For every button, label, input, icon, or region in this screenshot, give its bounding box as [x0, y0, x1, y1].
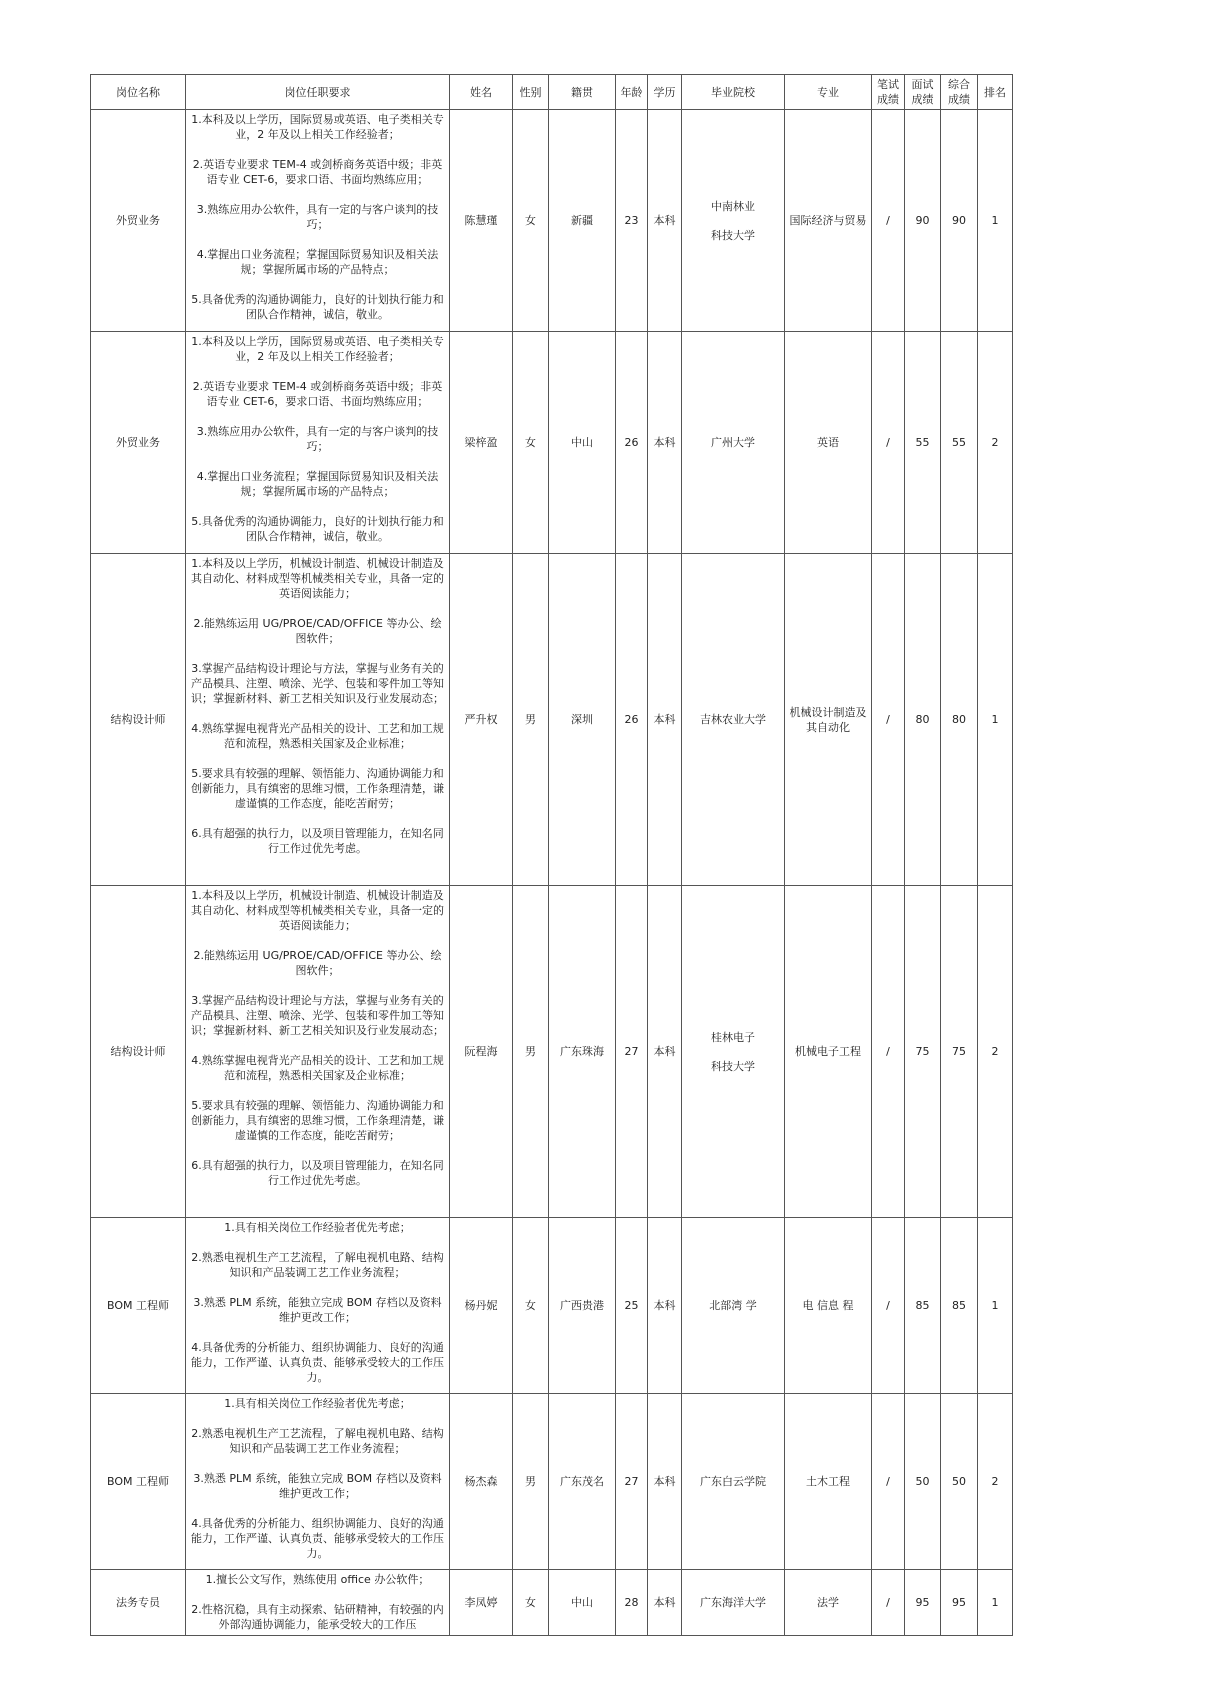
school-cell	[682, 1218, 785, 1394]
requirement-item: 3.掌握产品结构设计理论与方法，掌握与业务有关的产品模具、注塑、喷涂、光学、包装和零件加工等知识；掌握新材料、新工艺相关知识及行业发展动态；	[191, 662, 444, 705]
position-cell: BOM 工程师	[91, 1394, 186, 1570]
requirement-item: 1.擅长公文写作，熟练使用 office 办公软件；	[205, 1573, 430, 1586]
total-score-cell: 55	[941, 332, 978, 554]
table-row	[91, 886, 1013, 1218]
requirement-item: 1.本科及以上学历，机械设计制造、机械设计制造及其自动化、材料成型等机械类相关专业，具备一定的英语阅读能力；	[191, 557, 444, 600]
requirement-item: 6.具有超强的执行力，以及项目管理能力，在知名同行工作过优先考虑。	[191, 827, 444, 855]
requirement-item: 2.能熟练运用 UG/PROE/CAD/OFFICE 等办公、绘图软件；	[193, 617, 442, 645]
school-line: 桂林电子	[711, 1030, 755, 1044]
requirement-item: 2.英语专业要求 TEM-4 或剑桥商务英语中级；非英语专业 CET-6，要求口语、书面均熟练应用；	[192, 158, 443, 186]
header-major: 专业	[785, 75, 872, 110]
requirement-item: 3.掌握产品结构设计理论与方法，掌握与业务有关的产品模具、注塑、喷涂、光学、包装和零件加工等知识；掌握新材料、新工艺相关知识及行业发展动态；	[191, 994, 444, 1037]
header-requirements: 岗位任职要求	[186, 75, 450, 110]
requirement-item: 4.具备优秀的分析能力、组织协调能力、良好的沟通能力，工作严谨、认真负责、能够承受较大的工作压力。	[191, 1341, 444, 1384]
requirement-item: 4.熟练掌握电视背光产品相关的设计、工艺和加工规范和流程，熟悉相关国家及企业标准；	[191, 1054, 444, 1082]
interview-score-cell: 90	[905, 110, 941, 332]
education-cell: 本科	[648, 886, 682, 1218]
requirements-cell	[186, 1570, 450, 1636]
requirement-item: 2.性格沉稳，具有主动探索、钻研精神，有较强的内外部沟通协调能力，能承受较大的工作压	[191, 1603, 444, 1631]
age-cell: 26	[616, 554, 648, 886]
age-cell: 26	[616, 332, 648, 554]
gender-cell: 女	[513, 110, 549, 332]
written-score-cell: /	[872, 1218, 905, 1394]
name-cell: 严升权	[450, 554, 513, 886]
requirement-item: 3.熟悉 PLM 系统，能独立完成 BOM 存档以及资料维护更改工作；	[193, 1296, 442, 1324]
school-cell	[682, 110, 785, 332]
total-score-cell: 80	[941, 554, 978, 886]
requirement-item: 5.要求具有较强的理解、领悟能力、沟通协调能力和创新能力，具有缜密的思维习惯，工作条理清楚，谦虚谨慎的工作态度，能吃苦耐劳；	[191, 767, 444, 810]
gender-cell: 男	[513, 554, 549, 886]
position-cell: 结构设计师	[91, 554, 186, 886]
gender-cell: 女	[513, 1570, 549, 1636]
rank-cell: 1	[978, 554, 1013, 886]
school-cell	[682, 554, 785, 886]
name-cell: 杨丹妮	[450, 1218, 513, 1394]
requirements-cell	[186, 110, 450, 332]
total-score-cell: 90	[941, 110, 978, 332]
major-cell: 法学	[785, 1570, 872, 1636]
table-row	[91, 110, 1013, 332]
header-origin: 籍贯	[549, 75, 616, 110]
total-score-cell: 50	[941, 1394, 978, 1570]
header-position: 岗位名称	[91, 75, 186, 110]
written-score-cell: /	[872, 332, 905, 554]
requirement-item: 2.熟悉电视机生产工艺流程，了解电视机电路、结构知识和产品装调工艺工作业务流程；	[191, 1427, 444, 1455]
age-cell: 27	[616, 1394, 648, 1570]
origin-cell: 深圳	[549, 554, 616, 886]
gender-cell: 男	[513, 886, 549, 1218]
origin-cell: 中山	[549, 332, 616, 554]
requirement-item: 1.具有相关岗位工作经验者优先考虑；	[224, 1397, 411, 1410]
requirement-item: 3.熟悉 PLM 系统，能独立完成 BOM 存档以及资料维护更改工作；	[193, 1472, 442, 1500]
education-cell: 本科	[648, 554, 682, 886]
age-cell: 23	[616, 110, 648, 332]
gender-cell: 女	[513, 332, 549, 554]
header-total-l1: 综合	[948, 78, 970, 91]
requirements-cell	[186, 332, 450, 554]
school-cell	[682, 1394, 785, 1570]
requirement-item: 1.具有相关岗位工作经验者优先考虑；	[224, 1221, 411, 1234]
header-gender: 性别	[513, 75, 549, 110]
written-score-cell: /	[872, 1394, 905, 1570]
major-cell: 国际经济与贸易	[785, 110, 872, 332]
header-written	[872, 75, 905, 110]
age-cell: 27	[616, 886, 648, 1218]
major-cell: 机械电子工程	[785, 886, 872, 1218]
school-line: 北部湾 学	[709, 1299, 757, 1312]
requirement-item: 6.具有超强的执行力，以及项目管理能力，在知名同行工作过优先考虑。	[191, 1159, 444, 1187]
header-interview	[905, 75, 941, 110]
header-written-l2: 成绩	[877, 93, 899, 106]
requirement-item: 2.英语专业要求 TEM-4 或剑桥商务英语中级；非英语专业 CET-6，要求口语、书面均熟练应用；	[192, 380, 443, 408]
major-cell: 英语	[785, 332, 872, 554]
header-education: 学历	[648, 75, 682, 110]
interview-score-cell: 75	[905, 886, 941, 1218]
total-score-cell: 95	[941, 1570, 978, 1636]
requirement-item: 3.熟练应用办公软件，具有一定的与客户谈判的技巧；	[196, 425, 439, 453]
requirement-item: 4.具备优秀的分析能力、组织协调能力、良好的沟通能力，工作严谨、认真负责、能够承受较大的工作压力。	[191, 1517, 444, 1560]
written-score-cell: /	[872, 886, 905, 1218]
school-line: 广东白云学院	[700, 1475, 766, 1488]
origin-cell: 中山	[549, 1570, 616, 1636]
header-rank: 排名	[978, 75, 1013, 110]
school-line: 中南林业	[711, 199, 755, 213]
education-cell: 本科	[648, 1570, 682, 1636]
header-interview-l1: 面试	[911, 78, 934, 91]
table-row	[91, 1570, 1013, 1636]
header-name: 姓名	[450, 75, 513, 110]
requirements-cell	[186, 554, 450, 886]
header-school: 毕业院校	[682, 75, 785, 110]
requirement-item: 4.掌握出口业务流程；掌握国际贸易知识及相关法规；掌握所属市场的产品特点；	[196, 248, 439, 276]
rank-cell: 2	[978, 1394, 1013, 1570]
position-cell: 外贸业务	[91, 110, 186, 332]
requirement-item: 2.能熟练运用 UG/PROE/CAD/OFFICE 等办公、绘图软件；	[193, 949, 442, 977]
requirement-item: 1.本科及以上学历，国际贸易或英语、电子类相关专业，2 年及以上相关工作经验者；	[191, 335, 444, 363]
name-cell: 陈慧瑾	[450, 110, 513, 332]
requirements-cell	[186, 1218, 450, 1394]
requirement-item: 4.掌握出口业务流程；掌握国际贸易知识及相关法规；掌握所属市场的产品特点；	[196, 470, 439, 498]
table-row	[91, 1218, 1013, 1394]
position-cell: 法务专员	[91, 1570, 186, 1636]
requirement-item: 5.具备优秀的沟通协调能力，良好的计划执行能力和团队合作精神，诚信，敬业。	[191, 515, 444, 543]
school-cell	[682, 332, 785, 554]
origin-cell: 新疆	[549, 110, 616, 332]
requirements-cell	[186, 886, 450, 1218]
requirements-cell	[186, 1394, 450, 1570]
requirement-item: 4.熟练掌握电视背光产品相关的设计、工艺和加工规范和流程，熟悉相关国家及企业标准；	[191, 722, 444, 750]
gender-cell: 女	[513, 1218, 549, 1394]
interview-score-cell: 85	[905, 1218, 941, 1394]
total-score-cell: 85	[941, 1218, 978, 1394]
position-cell: 结构设计师	[91, 886, 186, 1218]
gender-cell: 男	[513, 1394, 549, 1570]
table-row	[91, 554, 1013, 886]
header-age: 年龄	[616, 75, 648, 110]
education-cell: 本科	[648, 332, 682, 554]
school-cell	[682, 1570, 785, 1636]
requirement-item: 1.本科及以上学历，国际贸易或英语、电子类相关专业，2 年及以上相关工作经验者；	[191, 113, 444, 141]
written-score-cell: /	[872, 110, 905, 332]
education-cell: 本科	[648, 1394, 682, 1570]
school-line: 广州大学	[711, 436, 755, 449]
header-total	[941, 75, 978, 110]
name-cell: 阮程海	[450, 886, 513, 1218]
origin-cell: 广东茂名	[549, 1394, 616, 1570]
origin-cell: 广西贵港	[549, 1218, 616, 1394]
written-score-cell: /	[872, 1570, 905, 1636]
position-cell: 外贸业务	[91, 332, 186, 554]
written-score-cell: /	[872, 554, 905, 886]
education-cell: 本科	[648, 110, 682, 332]
rank-cell: 1	[978, 1570, 1013, 1636]
age-cell: 28	[616, 1570, 648, 1636]
major-cell: 电 信息 程	[785, 1218, 872, 1394]
name-cell: 梁梓盈	[450, 332, 513, 554]
education-cell: 本科	[648, 1218, 682, 1394]
age-cell: 25	[616, 1218, 648, 1394]
total-score-cell: 75	[941, 886, 978, 1218]
interview-score-cell: 55	[905, 332, 941, 554]
requirement-item: 2.熟悉电视机生产工艺流程，了解电视机电路、结构知识和产品装调工艺工作业务流程；	[191, 1251, 444, 1279]
school-line: 广东海洋大学	[700, 1596, 766, 1609]
header-total-l2: 成绩	[948, 93, 970, 106]
origin-cell: 广东珠海	[549, 886, 616, 1218]
interview-score-cell: 50	[905, 1394, 941, 1570]
school-line: 科技大学	[711, 228, 755, 242]
interview-score-cell: 80	[905, 554, 941, 886]
requirement-item: 5.要求具有较强的理解、领悟能力、沟通协调能力和创新能力，具有缜密的思维习惯，工作条理清楚，谦虚谨慎的工作态度，能吃苦耐劳；	[191, 1099, 444, 1142]
table-row	[91, 1394, 1013, 1570]
interview-score-cell: 95	[905, 1570, 941, 1636]
header-row	[91, 75, 1013, 110]
name-cell: 杨杰森	[450, 1394, 513, 1570]
header-interview-l2: 成绩	[911, 93, 934, 106]
school-cell	[682, 886, 785, 1218]
major-cell: 机械设计制造及其自动化	[785, 554, 872, 886]
position-cell: BOM 工程师	[91, 1218, 186, 1394]
rank-cell: 2	[978, 886, 1013, 1218]
rank-cell: 1	[978, 110, 1013, 332]
table-row	[91, 332, 1013, 554]
school-line: 吉林农业大学	[700, 713, 766, 726]
major-cell: 土木工程	[785, 1394, 872, 1570]
header-written-l1: 笔试	[877, 78, 899, 91]
rank-cell: 1	[978, 1218, 1013, 1394]
requirement-item: 5.具备优秀的沟通协调能力，良好的计划执行能力和团队合作精神，诚信，敬业。	[191, 293, 444, 321]
candidate-table	[90, 74, 1013, 1636]
rank-cell: 2	[978, 332, 1013, 554]
requirement-item: 1.本科及以上学历，机械设计制造、机械设计制造及其自动化、材料成型等机械类相关专业，具备一定的英语阅读能力；	[191, 889, 444, 932]
name-cell: 李凤婷	[450, 1570, 513, 1636]
school-line: 科技大学	[711, 1059, 755, 1073]
requirement-item: 3.熟练应用办公软件，具有一定的与客户谈判的技巧；	[196, 203, 439, 231]
